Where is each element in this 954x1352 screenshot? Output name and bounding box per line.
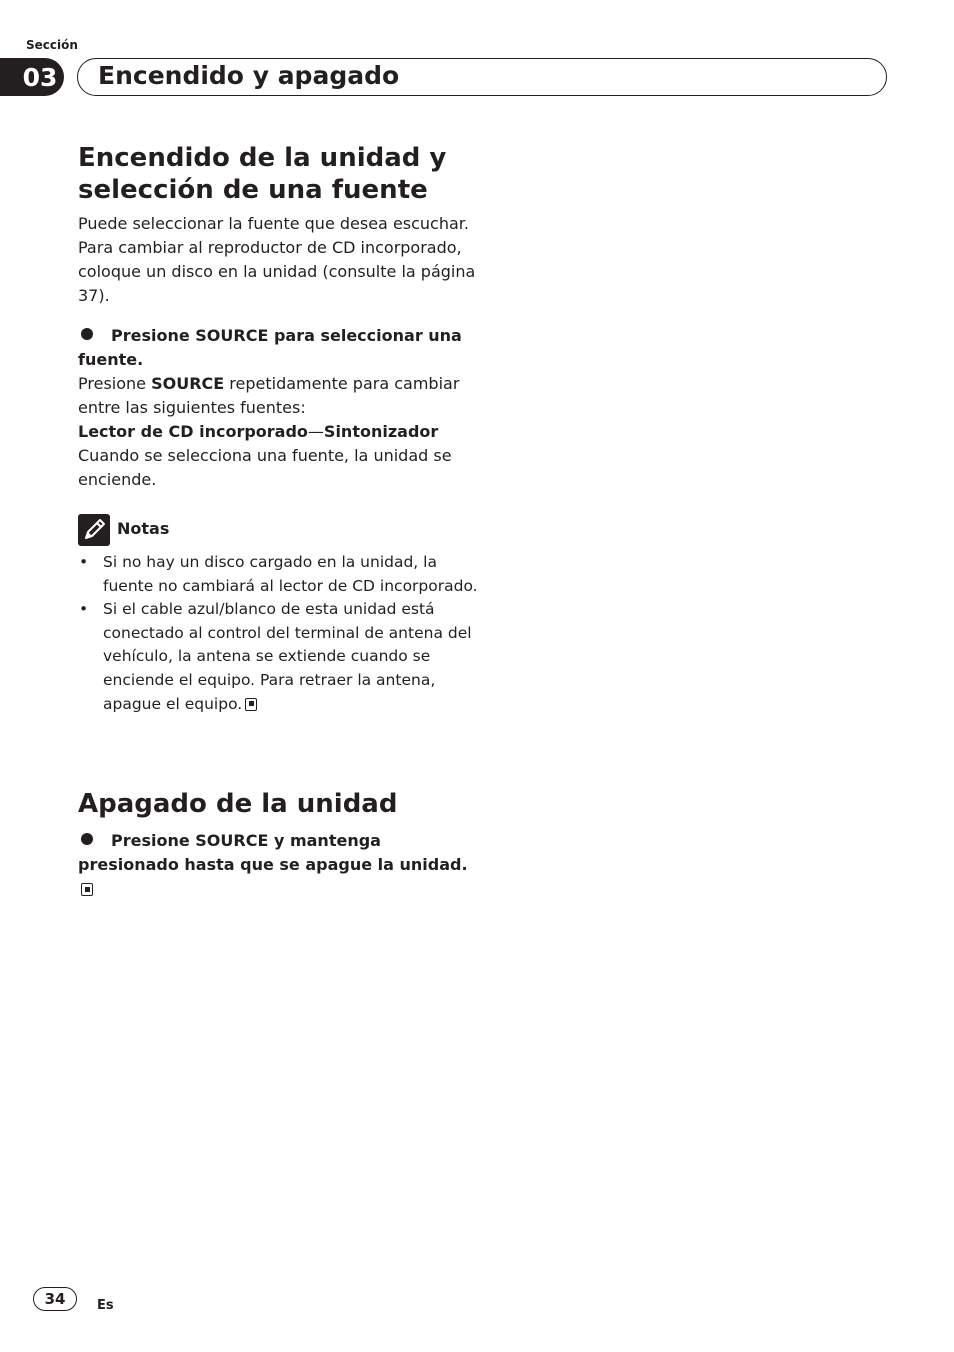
source-cd: Lector de CD incorporado — [78, 422, 308, 441]
step-detail — [78, 372, 478, 420]
detail-prefix: Presione — [78, 374, 152, 393]
note-item-text: Si el cable azul/blanco de esta unidad está conectado al control del terminal de antena del vehículo, la antena se extiende cuando se enciende el equipo. Para retraer la antena, apague el equipo. — [103, 600, 472, 713]
step-text: Presione SOURCE y mantenga presionado hasta que se apague la unidad. — [78, 831, 468, 874]
step-text: Presione SOURCE para seleccionar una fuente. — [78, 326, 462, 369]
section-label: Sección — [26, 38, 78, 52]
heading-power-on: Encendido de la unidad y selección de una fuente — [78, 143, 447, 205]
end-mark-icon — [81, 883, 93, 896]
source-sequence — [78, 420, 478, 444]
source-tuner: Sintonizador — [323, 422, 439, 441]
note-item: • Si no hay un disco cargado en la unidad, la fuente no cambiará al lector de CD incorporado. — [78, 551, 478, 598]
source-button-name: SOURCE — [151, 374, 225, 393]
language-code: Es — [97, 1298, 114, 1313]
source-separator: — — [307, 422, 324, 441]
step-bullet-icon — [81, 328, 93, 340]
detail-suffix: repetidamente para cambiar entre las siguientes fuentes: — [78, 374, 460, 417]
end-mark-icon — [245, 698, 257, 711]
note-item — [78, 598, 478, 716]
section-title: Encendido y apagado — [98, 61, 400, 90]
section-number-badge: 03 — [0, 58, 64, 96]
intro-paragraph: Puede seleccionar la fuente que desea escuchar. Para cambiar al reproductor de CD incorporado, coloque un disco en la unidad (consulte la página 37). — [78, 214, 476, 305]
notes-pencil-icon — [78, 514, 110, 546]
step-bullet-icon — [81, 833, 93, 845]
step-power-on — [78, 324, 478, 372]
page-number: 34 — [33, 1287, 77, 1311]
after-paragraph: Cuando se selecciona una fuente, la unidad se enciende. — [78, 446, 452, 489]
notes-label: Notas — [117, 519, 170, 538]
step-power-off — [78, 829, 478, 901]
heading-power-off: Apagado de la unidad — [78, 789, 398, 819]
notes-list — [78, 551, 478, 716]
